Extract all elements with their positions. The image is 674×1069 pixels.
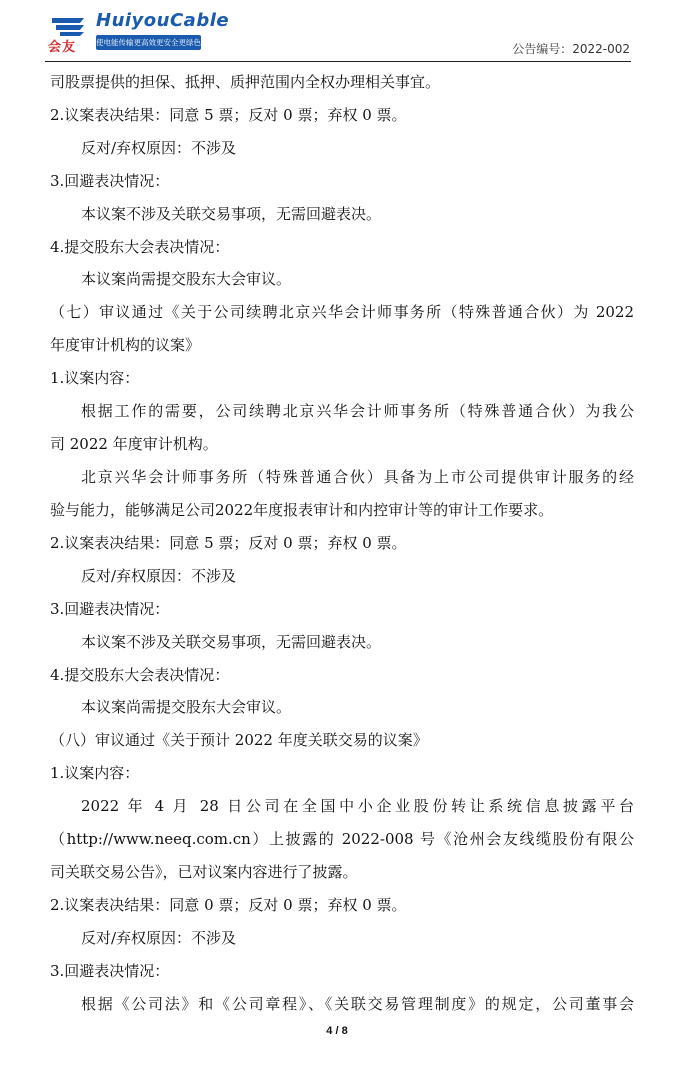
paragraph: 验与能力，能够满足公司2022年度报表审计和内控审计等的审计工作要求。	[50, 501, 554, 519]
paragraph: 1.议案内容：	[50, 369, 140, 387]
logo-chinese-name: 会友	[48, 40, 77, 55]
page-header	[0, 0, 674, 62]
logo-tagline: 使电能传输更高效更安全更绿色	[96, 35, 201, 50]
paragraph: 根据工作的需要，公司续聘北京兴华会计师事务所（特殊普通合伙）为我公	[81, 402, 634, 420]
paragraph: 本议案不涉及关联交易事项，无需回避表决。	[81, 205, 382, 223]
paragraph: 4.提交股东大会表决情况：	[50, 238, 230, 256]
paragraph: 2.议案表决结果：同意 5 票；反对 0 票；弃权 0 票。	[50, 534, 407, 552]
paragraph: 本议案不涉及关联交易事项，无需回避表决。	[81, 633, 382, 651]
paragraph: 2.议案表决结果：同意 0 票；反对 0 票；弃权 0 票。	[50, 896, 407, 914]
paragraph: 司 2022 年度审计机构。	[50, 435, 218, 453]
paragraph: 司股票提供的担保、抵押、质押范围内全权办理相关事宜。	[50, 73, 441, 91]
paragraph: 1.议案内容：	[50, 764, 140, 782]
paragraph: 3.回避表决情况：	[50, 172, 170, 190]
header-divider	[45, 61, 631, 62]
logo-english-name: HuiyouCable	[96, 10, 230, 31]
paragraph: 2.议案表决结果：同意 5 票；反对 0 票；弃权 0 票。	[50, 106, 407, 124]
paragraph: 反对/弃权原因：不涉及	[81, 139, 237, 157]
paragraph: 3.回避表决情况：	[50, 600, 170, 618]
section-heading: （八）审议通过《关于预计 2022 年度关联交易的议案》	[50, 731, 428, 749]
paragraph: 反对/弃权原因：不涉及	[81, 929, 237, 947]
paragraph: 北京兴华会计师事务所（特殊普通合伙）具备为上市公司提供审计服务的经	[81, 468, 634, 486]
paragraph: （http://www.neeq.com.cn）上披露的 2022-008 号《沧州会友线缆股份有限公	[50, 830, 634, 848]
paragraph: 根据《公司法》和《公司章程》、《关联交易管理制度》的规定，公司董事会	[81, 995, 634, 1013]
paragraph: 3.回避表决情况：	[50, 962, 170, 980]
paragraph: 2022 年 4 月 28 日公司在全国中小企业股份转让系统信息披露平台	[81, 797, 634, 815]
page-number: 4 / 8	[326, 1025, 348, 1037]
paragraph: 4.提交股东大会表决情况：	[50, 666, 230, 684]
section-heading: （七）审议通过《关于公司续聘北京兴华会计师事务所（特殊普通合伙）为 2022	[50, 303, 634, 321]
paragraph: 反对/弃权原因：不涉及	[81, 567, 237, 585]
notice-number: 公告编号：2022-002	[512, 42, 630, 56]
section-heading: 年度审计机构的议案》	[50, 336, 201, 354]
paragraph: 司关联交易公告》，已对议案内容进行了披露。	[50, 863, 358, 881]
paragraph: 本议案尚需提交股东大会审议。	[81, 270, 292, 288]
paragraph: 本议案尚需提交股东大会审议。	[81, 698, 292, 716]
